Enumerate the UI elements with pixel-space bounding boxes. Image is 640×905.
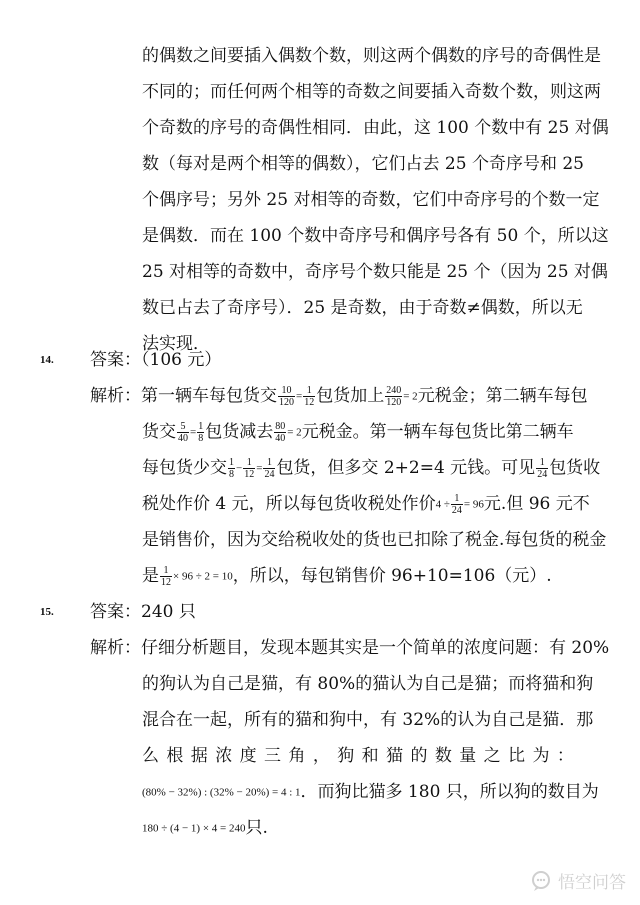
analysis-text: 元.但 96 元不 — [483, 494, 590, 514]
analysis-text: 元税金；第二辆车每包 — [417, 386, 588, 406]
numerator: 10 — [278, 385, 295, 397]
analysis-text: 元税金。第一辆车每包货比第二辆车 — [301, 422, 574, 442]
analysis-line-3 — [142, 456, 600, 481]
analysis-text: 货交 — [142, 422, 176, 442]
analysis-line-5: 是销售价，因为交给税收处的货也已扣除了税金.每包货的税金 — [142, 530, 607, 550]
answer-line — [90, 348, 221, 372]
numerator: 80 — [275, 421, 286, 432]
denominator: 24 — [264, 469, 275, 480]
fraction — [197, 421, 204, 444]
watermark — [530, 868, 626, 893]
fraction — [278, 385, 295, 408]
math-op: − — [236, 462, 243, 475]
fraction — [160, 565, 172, 588]
text-line: 数已占去了奇序号）．25 是奇数，由于奇数≠偶数，所以无 — [142, 298, 583, 318]
math-op: = — [256, 462, 263, 475]
analysis-label: 解析： — [90, 638, 141, 658]
answer-label: 答案： — [90, 350, 141, 370]
analysis-text: 第一辆车每包货交 — [141, 386, 277, 406]
analysis-line-6 — [142, 816, 268, 841]
numerator: 1 — [451, 493, 463, 505]
denominator: 120 — [279, 397, 294, 408]
analysis-text: ，所以，每包销售价 96+10=106（元）. — [232, 566, 552, 586]
speech-bubble-icon — [530, 870, 552, 892]
math-op: = 2 — [287, 426, 302, 439]
question-number: 15. — [40, 606, 54, 618]
math-expression: × 96 ÷ 2 = 10 — [173, 570, 233, 583]
analysis-line-4: 么 根 据 浓 度 三 角 ， 狗 和 猫 的 数 量 之 比 为 ： — [142, 746, 575, 766]
math-expression: 180 ÷ (4 − 1) × 4 = 240 — [142, 822, 246, 835]
denominator: 40 — [275, 433, 286, 444]
fraction — [303, 385, 315, 408]
numerator: 5 — [177, 421, 189, 433]
analysis-line-1 — [90, 384, 588, 409]
analysis-text: 税处作价 4 元，所以每包货收税处作价 — [142, 494, 436, 514]
analysis-text: 包货减去 — [205, 422, 274, 442]
fraction — [274, 421, 286, 444]
numerator: 1 — [160, 565, 172, 577]
numerator: 1 — [263, 457, 275, 469]
fraction — [451, 493, 463, 516]
analysis-text: 包货收 — [549, 458, 601, 478]
denominator: 12 — [244, 469, 255, 480]
numerator: 1 — [229, 457, 234, 468]
math-expression: = 96 — [463, 498, 484, 511]
denominator: 8 — [229, 469, 234, 480]
answer-value: 240 只 — [141, 602, 196, 622]
analysis-line-6 — [142, 564, 552, 589]
text-line: 是偶数．而在 100 个数中奇序号和偶序号各有 50 个，所以这 — [142, 226, 609, 246]
denominator: 24 — [451, 505, 462, 516]
analysis-line-5 — [142, 780, 599, 805]
answer-value: （106 元） — [141, 350, 222, 370]
denominator: 120 — [386, 397, 402, 408]
analysis-line-4 — [142, 492, 590, 517]
analysis-text: 仔细分析题目，发现本题其实是一个简单的浓度问题：有 20% — [141, 638, 610, 658]
math-op: = — [296, 390, 303, 403]
math-expression: 4 ÷ — [435, 498, 450, 511]
analysis-line-1 — [90, 636, 609, 660]
analysis-text: 包货，但多交 2+2=4 元钱。可见 — [276, 458, 536, 478]
text-line: 法实现． — [142, 334, 210, 354]
text-line: 不同的；而任何两个相等的奇数之间要插入奇数个数，则这两 — [142, 82, 601, 102]
numerator: 1 — [536, 457, 548, 469]
numerator: 1 — [198, 421, 204, 432]
fraction — [263, 457, 275, 480]
math-op: = 2 — [403, 390, 418, 403]
fraction — [177, 421, 189, 444]
math-op: = — [190, 426, 197, 439]
analysis-line-3: 混合在一起，所有的猫和狗中，有 32%的认为自己是猫．那 — [142, 710, 594, 730]
question-number: 14. — [40, 354, 54, 366]
text-line: 个奇数的序号的奇偶性相同．由此，这 100 个数中有 25 对偶 — [142, 118, 609, 138]
denominator: 12 — [161, 577, 171, 588]
text-line: 25 对相等的奇数中，奇序号个数只能是 25 个（因为 25 对偶 — [142, 262, 608, 282]
fraction — [228, 457, 235, 480]
numerator: 1 — [243, 457, 255, 469]
fraction — [536, 457, 548, 480]
watermark-text: 悟空问答 — [558, 873, 626, 893]
denominator: 12 — [304, 397, 315, 408]
analysis-line-2: 的狗认为自己是猫，有 80%的猫认为自己是猫；而将猫和狗 — [142, 674, 594, 694]
denominator: 24 — [537, 469, 548, 480]
analysis-text: ．而狗比猫多 180 只，所以狗的数目为 — [300, 782, 599, 802]
analysis-line-2 — [142, 420, 574, 445]
text-line: 的偶数之间要插入偶数个数，则这两个偶数的序号的奇偶性是 — [142, 46, 601, 66]
analysis-text: 包货加上 — [316, 386, 385, 406]
analysis-text: 只. — [245, 818, 268, 838]
text-line: 数（每对是两个相等的偶数），它们占去 25 个奇序号和 25 — [142, 154, 584, 174]
answer-line — [90, 600, 196, 624]
math-expression: (80% − 32%) : (32% − 20%) = 4 : 1 — [142, 786, 301, 799]
denominator: 8 — [198, 433, 204, 444]
answer-label: 答案： — [90, 602, 141, 622]
analysis-text: 是 — [142, 566, 159, 586]
analysis-label: 解析： — [90, 386, 141, 406]
denominator: 40 — [178, 433, 188, 444]
numerator: 240 — [386, 385, 402, 396]
analysis-text: 每包货少交 — [142, 458, 227, 478]
text-line: 个偶序号；另外 25 对相等的奇数，它们中奇序号的个数一定 — [142, 190, 600, 210]
fraction — [385, 385, 402, 408]
fraction — [243, 457, 255, 480]
numerator: 1 — [303, 385, 315, 397]
